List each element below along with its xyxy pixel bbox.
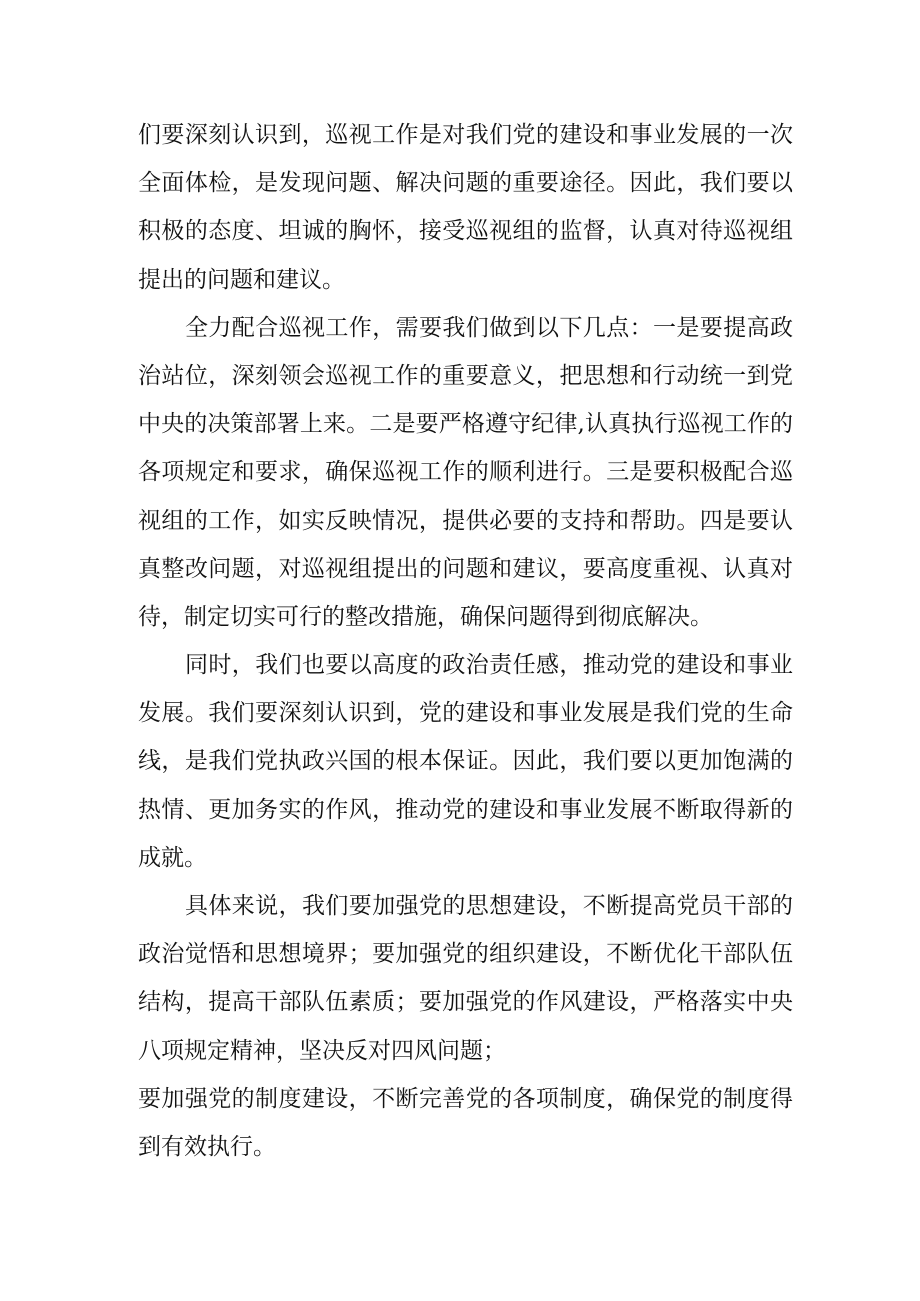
- text-line: 全面体检，是发现问题、解决问题的重要途径。因此，我们要以: [138, 170, 793, 197]
- text-line: 中央的决策部署上来。二是要严格遵守纪律,认真执行巡视工作的: [138, 411, 793, 438]
- text-line: 到有效执行。: [138, 1133, 276, 1160]
- text-line: 线，是我们党执政兴国的根本保证。因此，我们要以更加饱满的: [138, 748, 793, 775]
- text-line: 积极的态度、坦诚的胸怀，接受巡视组的监督，认真对待巡视组: [138, 218, 793, 245]
- text-line: 各项规定和要求，确保巡视工作的顺利进行。三是要积极配合巡: [138, 459, 793, 486]
- text-line: 政治觉悟和思想境界；要加强党的组织建设，不断优化干部队伍: [138, 941, 793, 968]
- text-line: 成就。: [138, 844, 207, 871]
- text-line: 视组的工作，如实反映情况，提供必要的支持和帮助。四是要认: [138, 507, 793, 534]
- text-line: 同时，我们也要以高度的政治责任感，推动党的建设和事业: [185, 652, 793, 679]
- text-line: 发展。我们要深刻认识到，党的建设和事业发展是我们党的生命: [138, 700, 793, 727]
- text-line: 八项规定精神，坚决反对四风问题；: [138, 1037, 506, 1064]
- text-line: 要加强党的制度建设，不断完善党的各项制度，确保党的制度得: [138, 1085, 793, 1112]
- text-line: 治站位，深刻领会巡视工作的重要意义，把思想和行动统一到党: [138, 362, 793, 389]
- document-body: [138, 111, 793, 1171]
- text-line: 结构，提高干部队伍素质；要加强党的作风建设，严格落实中央: [138, 989, 793, 1016]
- text-line: 待，制定切实可行的整改措施，确保问题得到彻底解决。: [138, 603, 713, 630]
- text-line: 们要深刻认识到，巡视工作是对我们党的建设和事业发展的一次: [138, 122, 793, 148]
- text-line: 提出的问题和建议。: [138, 266, 345, 293]
- text-line: 全力配合巡视工作，需要我们做到以下几点：一是要提高政: [185, 314, 793, 341]
- text-line: 热情、更加务实的作风，推动党的建设和事业发展不断取得新的: [138, 796, 793, 823]
- text-line: 具体来说，我们要加强党的思想建设，不断提高党员干部的: [185, 893, 793, 919]
- text-line: 真整改问题，对巡视组提出的问题和建议，要高度重视、认真对: [138, 555, 793, 582]
